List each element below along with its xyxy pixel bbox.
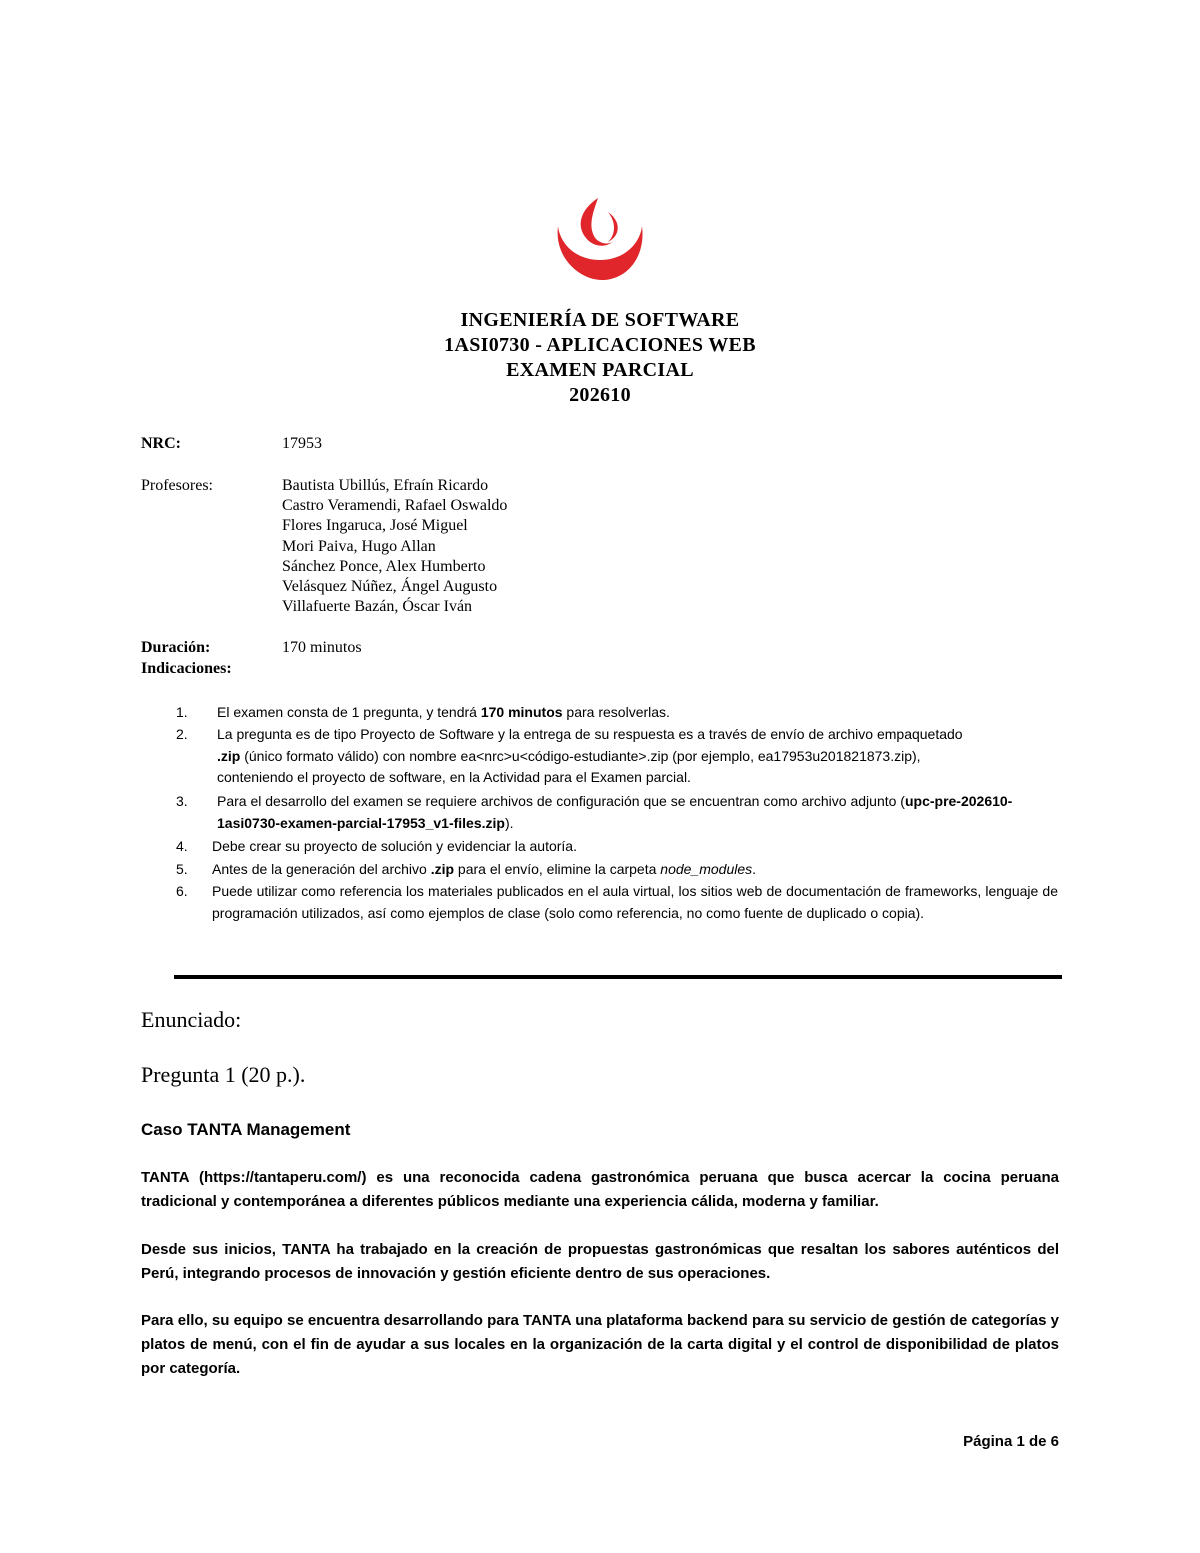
instruction-text-run: node_modules <box>660 861 753 877</box>
course-name-title: 1ASI0730 - APLICACIONES WEB <box>444 334 756 356</box>
paragraph-platform: Para ello, su equipo se encuentra desarrollando para TANTA una plataforma backend para su servicio de gestión de categorías y platos de menú, con el fin de ayudar a sus locales en la organización de la carta digital y el control de disponibilidad de platos por categoría. <box>141 1312 1059 1377</box>
instruction-text-run: .zip <box>430 861 455 877</box>
instruction-number: 4. <box>176 838 188 854</box>
profesor-item: Velásquez Núñez, Ángel Augusto <box>282 578 498 596</box>
section-divider <box>174 975 1062 979</box>
instruction-text-run: upc-pre-202610-1asi0730-examen-parcial-17953_v1-files.zip <box>217 793 1013 831</box>
exam-title: EXAMEN PARCIAL <box>506 359 694 381</box>
nrc-value: 17953 <box>282 435 322 452</box>
instruction-text-run: 170 minutos <box>480 704 563 720</box>
profesor-item: Flores Ingaruca, José Miguel <box>282 517 468 535</box>
instruction-text-run: Debe crear su proyecto de solución y evidenciar la autoría. <box>212 838 577 854</box>
instruction-number: 5. <box>176 861 188 877</box>
term-title: 202610 <box>569 384 631 406</box>
instruction-text-run: .zip <box>217 747 241 764</box>
page-number: Página 1 de 6 <box>963 1433 1059 1450</box>
profesor-item: Sánchez Ponce, Alex Humberto <box>282 557 486 575</box>
enunciado-heading: Enunciado: <box>141 1007 242 1032</box>
instruction-number: 3. <box>176 793 188 809</box>
paragraph-history: Desde sus inicios, TANTA ha trabajado en la creación de propuestas gastronómicas que resaltan los sabores auténticos del Perú, integrando procesos de innovación y gestión eficiente dentro de sus operaciones. <box>141 1241 1059 1282</box>
paragraph-intro: TANTA (https://tantaperu.com/) es una reconocida cadena gastronómica peruana que busca acercar la cocina peruana tradicional y contemporánea a diferentes públicos mediante una experiencia cálida, moderna y familiar. <box>141 1169 1059 1210</box>
instruction-text-run: El examen consta de 1 pregunta, y tendrá <box>217 704 481 720</box>
instruction-number: 1. <box>176 704 188 720</box>
duracion-label: Duración: <box>141 639 211 656</box>
instruction-text-run: Puede utilizar como referencia los materiales publicados en el aula virtual, los sitios web de documentación de frameworks, lenguaje de programación utilizados, así como ejemplos de clase (solo como referencia, no como fuente de duplicado o copia). <box>212 883 1058 921</box>
instruction-text <box>212 859 1061 881</box>
instruction-text-run: para el envío, elimine la carpeta <box>454 861 661 877</box>
instruction-text <box>212 836 1061 858</box>
instruction-text-run: para resolverlas. <box>562 704 670 720</box>
profesor-item: Castro Veramendi, Rafael Oswaldo <box>282 497 508 515</box>
pregunta-heading: Pregunta 1 (20 p.). <box>141 1062 306 1087</box>
profesores-list <box>282 476 507 617</box>
profesor-item: Villafuerte Bazán, Óscar Iván <box>282 598 473 616</box>
duracion-value: 170 minutos <box>282 639 362 656</box>
case-title: Caso TANTA Management <box>141 1120 351 1139</box>
instruction-text-run: ). <box>504 814 514 831</box>
instruction-text <box>212 881 1058 924</box>
profesores-label: Profesores: <box>141 477 213 494</box>
instruction-text-run: Para el desarrollo del examen se requiere archivos de configuración que se encuentran como archivo adjunto ( <box>217 793 905 809</box>
instruction-text <box>217 702 1061 724</box>
instruction-text-run: Antes de la generación del archivo <box>212 861 431 877</box>
instruction-text-run: . <box>752 861 757 877</box>
upc-flame-logo <box>550 196 650 281</box>
instruction-number: 2. <box>176 726 188 742</box>
instruction-number: 6. <box>176 883 188 899</box>
instruction-text <box>217 724 977 789</box>
profesor-item: Bautista Ubillús, Efraín Ricardo <box>282 477 489 494</box>
nrc-label: NRC: <box>141 435 181 452</box>
instruction-text <box>217 791 1061 834</box>
instruction-text-run: La pregunta es de tipo Proyecto de Software y la entrega de su respuesta es a través de envío de archivo empaquetado <box>217 726 963 742</box>
profesor-item: Mori Paiva, Hugo Allan <box>282 537 436 555</box>
course-school-title: INGENIERÍA DE SOFTWARE <box>460 309 740 331</box>
instruction-text-run: (único formato válido) con nombre ea<nrc>u<código-estudiante>.zip (por ejemplo, ea17953u201821873.zip), conteniendo el proyecto de software, en la Actividad para el Examen parcial. <box>217 747 921 785</box>
indicaciones-label: Indicaciones: <box>141 660 232 677</box>
